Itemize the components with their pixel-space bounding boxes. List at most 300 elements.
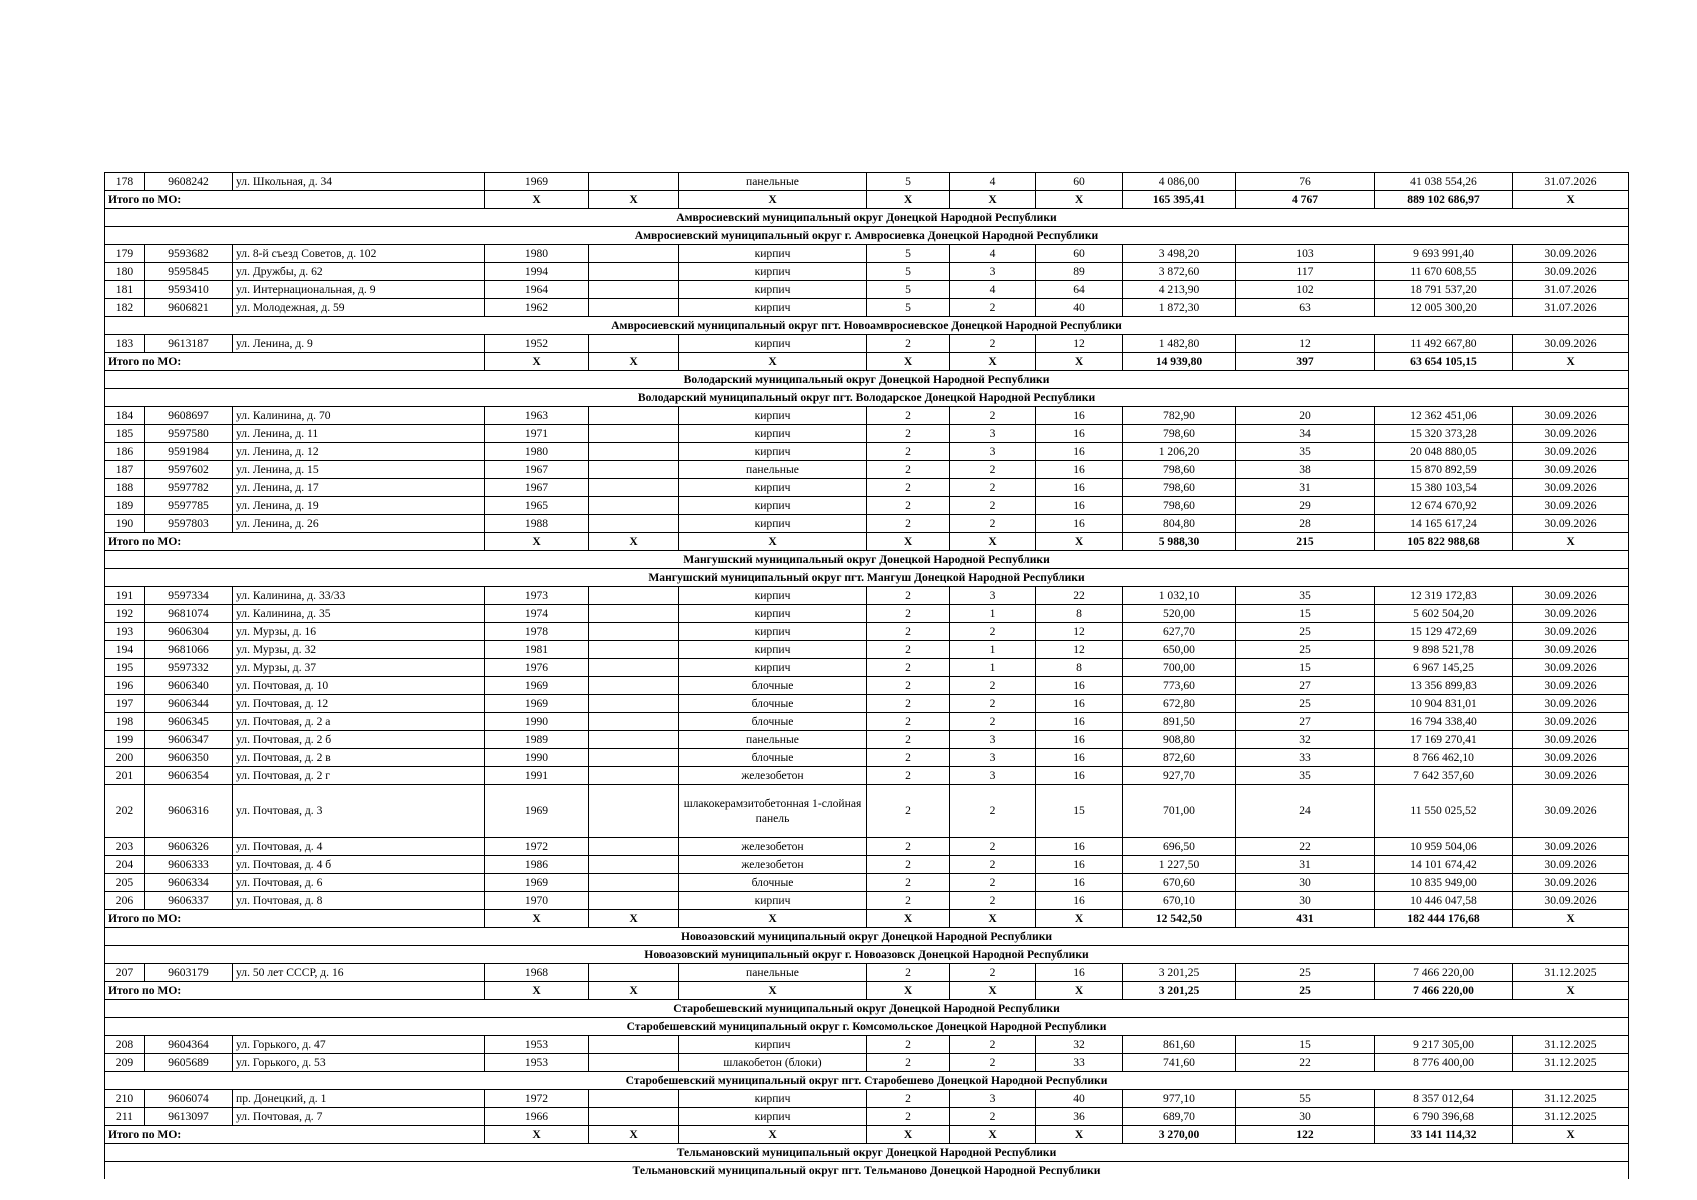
residents-cell: 25 bbox=[1236, 964, 1375, 982]
year-built-cell: 1963 bbox=[485, 407, 589, 425]
address-cell: ул. Горького, д. 47 bbox=[233, 1036, 485, 1054]
year-built-cell: 1970 bbox=[485, 892, 589, 910]
area-cell: 670,10 bbox=[1123, 892, 1236, 910]
building-id-cell: 9597602 bbox=[145, 461, 233, 479]
section-header-row bbox=[105, 569, 1629, 587]
floors-cell: 2 bbox=[867, 479, 950, 497]
deadline-cell: 30.09.2026 bbox=[1513, 479, 1629, 497]
row-number-cell: 189 bbox=[105, 497, 145, 515]
entrances-cell: 2 bbox=[950, 1054, 1036, 1072]
blank-cell bbox=[589, 1108, 679, 1126]
deadline-cell: 30.09.2026 bbox=[1513, 587, 1629, 605]
address-cell: ул. Ленина, д. 26 bbox=[233, 515, 485, 533]
section-header-row bbox=[105, 227, 1629, 245]
floors-cell: 2 bbox=[867, 443, 950, 461]
row-number-cell: 181 bbox=[105, 281, 145, 299]
wall-material-cell: блочные bbox=[679, 749, 867, 767]
cost-total-cell: 7 466 220,00 bbox=[1375, 982, 1513, 1000]
section-header: Старобешевский муниципальный округ Донецкой Народной Республики bbox=[105, 1000, 1629, 1018]
year-built-cell: 1980 bbox=[485, 443, 589, 461]
address-cell: ул. Почтовая, д. 8 bbox=[233, 892, 485, 910]
year-built-cell: 1988 bbox=[485, 515, 589, 533]
residents-cell: 30 bbox=[1236, 874, 1375, 892]
table-row bbox=[105, 659, 1629, 677]
area-cell: 798,60 bbox=[1123, 461, 1236, 479]
year-built-cell: 1969 bbox=[485, 677, 589, 695]
residents-cell: 28 bbox=[1236, 515, 1375, 533]
table-row bbox=[105, 731, 1629, 749]
apartments-cell: 16 bbox=[1036, 964, 1123, 982]
floors-cell: 2 bbox=[867, 605, 950, 623]
wall-material-cell: кирпич bbox=[679, 515, 867, 533]
building-id-cell: 9597332 bbox=[145, 659, 233, 677]
wall-material-cell: кирпич bbox=[679, 443, 867, 461]
deadline-cell: X bbox=[1513, 910, 1629, 928]
address-cell: ул. Молодежная, д. 59 bbox=[233, 299, 485, 317]
entrances-cell: 2 bbox=[950, 461, 1036, 479]
blank-cell bbox=[589, 749, 679, 767]
row-number-cell: 186 bbox=[105, 443, 145, 461]
table-row bbox=[105, 964, 1629, 982]
section-header: Тельмановский муниципальный округ Донецкой Народной Республики bbox=[105, 1144, 1629, 1162]
residents-total-cell: 25 bbox=[1236, 982, 1375, 1000]
year-built-cell: 1990 bbox=[485, 713, 589, 731]
total-label: Итого по МО: bbox=[105, 533, 485, 551]
floors-cell: 2 bbox=[867, 461, 950, 479]
floors-cell: 2 bbox=[867, 767, 950, 785]
floors-cell: 2 bbox=[867, 1036, 950, 1054]
wall-material-cell: панельные bbox=[679, 964, 867, 982]
residents-total-cell: 397 bbox=[1236, 353, 1375, 371]
floors-cell: X bbox=[867, 910, 950, 928]
blank-cell bbox=[589, 713, 679, 731]
residents-cell: 27 bbox=[1236, 713, 1375, 731]
building-id-cell: 9606340 bbox=[145, 677, 233, 695]
year-built-cell: 1994 bbox=[485, 263, 589, 281]
year-built-cell: X bbox=[485, 191, 589, 209]
blank-cell: X bbox=[589, 910, 679, 928]
deadline-cell: 30.09.2026 bbox=[1513, 407, 1629, 425]
row-number-cell: 205 bbox=[105, 874, 145, 892]
area-cell: 773,60 bbox=[1123, 677, 1236, 695]
residents-cell: 30 bbox=[1236, 892, 1375, 910]
year-built-cell: 1965 bbox=[485, 497, 589, 515]
entrances-cell: 3 bbox=[950, 749, 1036, 767]
wall-material-cell: X bbox=[679, 533, 867, 551]
area-cell: 861,60 bbox=[1123, 1036, 1236, 1054]
wall-material-cell: кирпич bbox=[679, 407, 867, 425]
area-cell: 3 201,25 bbox=[1123, 964, 1236, 982]
section-header: Старобешевский муниципальный округ г. Комсомольское Донецкой Народной Республики bbox=[105, 1018, 1629, 1036]
floors-cell: 2 bbox=[867, 964, 950, 982]
residents-cell: 25 bbox=[1236, 695, 1375, 713]
cost-cell: 12 362 451,06 bbox=[1375, 407, 1513, 425]
cost-total-cell: 63 654 105,15 bbox=[1375, 353, 1513, 371]
area-cell: 627,70 bbox=[1123, 623, 1236, 641]
cost-cell: 12 674 670,92 bbox=[1375, 497, 1513, 515]
area-total-cell: 5 988,30 bbox=[1123, 533, 1236, 551]
year-built-cell: 1981 bbox=[485, 641, 589, 659]
cost-cell: 12 319 172,83 bbox=[1375, 587, 1513, 605]
entrances-cell: X bbox=[950, 191, 1036, 209]
address-cell: ул. Почтовая, д. 10 bbox=[233, 677, 485, 695]
floors-cell: 2 bbox=[867, 731, 950, 749]
building-id-cell: 9597785 bbox=[145, 497, 233, 515]
blank-cell bbox=[589, 299, 679, 317]
entrances-cell: X bbox=[950, 353, 1036, 371]
row-number-cell: 209 bbox=[105, 1054, 145, 1072]
total-row bbox=[105, 353, 1629, 371]
table-row bbox=[105, 461, 1629, 479]
cost-cell: 15 320 373,28 bbox=[1375, 425, 1513, 443]
cost-cell: 8 357 012,64 bbox=[1375, 1090, 1513, 1108]
entrances-cell: X bbox=[950, 533, 1036, 551]
table-row bbox=[105, 335, 1629, 353]
floors-cell: 2 bbox=[867, 659, 950, 677]
area-cell: 1 227,50 bbox=[1123, 856, 1236, 874]
address-cell: ул. Мурзы, д. 37 bbox=[233, 659, 485, 677]
address-cell: ул. Ленина, д. 11 bbox=[233, 425, 485, 443]
table-row bbox=[105, 1054, 1629, 1072]
residents-cell: 35 bbox=[1236, 587, 1375, 605]
year-built-cell: 1953 bbox=[485, 1054, 589, 1072]
table-row bbox=[105, 263, 1629, 281]
year-built-cell: 1991 bbox=[485, 767, 589, 785]
blank-cell bbox=[589, 443, 679, 461]
apartments-cell: X bbox=[1036, 1126, 1123, 1144]
apartments-cell: 16 bbox=[1036, 479, 1123, 497]
year-built-cell: 1976 bbox=[485, 659, 589, 677]
area-cell: 804,80 bbox=[1123, 515, 1236, 533]
entrances-cell: 3 bbox=[950, 587, 1036, 605]
section-header-row bbox=[105, 551, 1629, 569]
cost-cell: 8 766 462,10 bbox=[1375, 749, 1513, 767]
deadline-cell: 30.09.2026 bbox=[1513, 695, 1629, 713]
year-built-cell: 1966 bbox=[485, 1108, 589, 1126]
floors-cell: 5 bbox=[867, 173, 950, 191]
floors-cell: 5 bbox=[867, 245, 950, 263]
blank-cell bbox=[589, 335, 679, 353]
residents-cell: 15 bbox=[1236, 1036, 1375, 1054]
address-cell: ул. Ленина, д. 15 bbox=[233, 461, 485, 479]
residents-cell: 27 bbox=[1236, 677, 1375, 695]
wall-material-cell: панельные bbox=[679, 731, 867, 749]
area-total-cell: 3 201,25 bbox=[1123, 982, 1236, 1000]
section-header-row bbox=[105, 371, 1629, 389]
deadline-cell: 30.09.2026 bbox=[1513, 677, 1629, 695]
table-row bbox=[105, 299, 1629, 317]
cost-total-cell: 33 141 114,32 bbox=[1375, 1126, 1513, 1144]
blank-cell bbox=[589, 1054, 679, 1072]
area-cell: 1 872,30 bbox=[1123, 299, 1236, 317]
floors-cell: 2 bbox=[867, 785, 950, 838]
cost-cell: 11 670 608,55 bbox=[1375, 263, 1513, 281]
floors-cell: 2 bbox=[867, 1090, 950, 1108]
section-header: Володарский муниципальный округ Донецкой Народной Республики bbox=[105, 371, 1629, 389]
floors-cell: 2 bbox=[867, 838, 950, 856]
wall-material-cell: кирпич bbox=[679, 623, 867, 641]
blank-cell bbox=[589, 856, 679, 874]
year-built-cell: X bbox=[485, 1126, 589, 1144]
area-cell: 670,60 bbox=[1123, 874, 1236, 892]
wall-material-cell: панельные bbox=[679, 173, 867, 191]
deadline-cell: 30.09.2026 bbox=[1513, 605, 1629, 623]
area-cell: 4 086,00 bbox=[1123, 173, 1236, 191]
area-total-cell: 12 542,50 bbox=[1123, 910, 1236, 928]
row-number-cell: 199 bbox=[105, 731, 145, 749]
deadline-cell: X bbox=[1513, 353, 1629, 371]
total-row bbox=[105, 910, 1629, 928]
deadline-cell: 30.09.2026 bbox=[1513, 838, 1629, 856]
area-cell: 927,70 bbox=[1123, 767, 1236, 785]
building-id-cell: 9608697 bbox=[145, 407, 233, 425]
residents-total-cell: 215 bbox=[1236, 533, 1375, 551]
section-header: Амвросиевский муниципальный округ Донецкой Народной Республики bbox=[105, 209, 1629, 227]
entrances-cell: 3 bbox=[950, 443, 1036, 461]
year-built-cell: 1989 bbox=[485, 731, 589, 749]
wall-material-cell: X bbox=[679, 982, 867, 1000]
total-label: Итого по МО: bbox=[105, 1126, 485, 1144]
floors-cell: 2 bbox=[867, 713, 950, 731]
area-cell: 689,70 bbox=[1123, 1108, 1236, 1126]
address-cell: ул. 50 лет СССР, д. 16 bbox=[233, 964, 485, 982]
row-number-cell: 193 bbox=[105, 623, 145, 641]
table-row bbox=[105, 1036, 1629, 1054]
wall-material-cell: кирпич bbox=[679, 335, 867, 353]
wall-material-cell: кирпич bbox=[679, 587, 867, 605]
wall-material-cell: железобетон bbox=[679, 856, 867, 874]
area-cell: 1 032,10 bbox=[1123, 587, 1236, 605]
entrances-cell: 2 bbox=[950, 479, 1036, 497]
cost-cell: 12 005 300,20 bbox=[1375, 299, 1513, 317]
year-built-cell: X bbox=[485, 910, 589, 928]
cost-cell: 10 959 504,06 bbox=[1375, 838, 1513, 856]
entrances-cell: 1 bbox=[950, 641, 1036, 659]
year-built-cell: 1968 bbox=[485, 964, 589, 982]
residents-total-cell: 431 bbox=[1236, 910, 1375, 928]
residents-cell: 31 bbox=[1236, 856, 1375, 874]
row-number-cell: 179 bbox=[105, 245, 145, 263]
blank-cell bbox=[589, 838, 679, 856]
apartments-cell: X bbox=[1036, 910, 1123, 928]
row-number-cell: 208 bbox=[105, 1036, 145, 1054]
blank-cell: X bbox=[589, 353, 679, 371]
building-id-cell: 9606074 bbox=[145, 1090, 233, 1108]
address-cell: пр. Донецкий, д. 1 bbox=[233, 1090, 485, 1108]
row-number-cell: 206 bbox=[105, 892, 145, 910]
residents-cell: 25 bbox=[1236, 623, 1375, 641]
wall-material-cell: блочные bbox=[679, 695, 867, 713]
building-id-cell: 9681066 bbox=[145, 641, 233, 659]
table-row bbox=[105, 245, 1629, 263]
table-row bbox=[105, 587, 1629, 605]
wall-material-cell: кирпич bbox=[679, 605, 867, 623]
section-header: Володарский муниципальный округ пгт. Володарское Донецкой Народной Республики bbox=[105, 389, 1629, 407]
deadline-cell: 30.09.2026 bbox=[1513, 713, 1629, 731]
deadline-cell: 30.09.2026 bbox=[1513, 497, 1629, 515]
year-built-cell: 1964 bbox=[485, 281, 589, 299]
entrances-cell: 1 bbox=[950, 659, 1036, 677]
apartments-cell: 8 bbox=[1036, 605, 1123, 623]
cost-cell: 9 217 305,00 bbox=[1375, 1036, 1513, 1054]
row-number-cell: 197 bbox=[105, 695, 145, 713]
cost-cell: 9 898 521,78 bbox=[1375, 641, 1513, 659]
entrances-cell: 2 bbox=[950, 892, 1036, 910]
wall-material-cell: железобетон bbox=[679, 838, 867, 856]
floors-cell: 2 bbox=[867, 497, 950, 515]
residents-cell: 38 bbox=[1236, 461, 1375, 479]
building-id-cell: 9603179 bbox=[145, 964, 233, 982]
apartments-cell: 16 bbox=[1036, 695, 1123, 713]
table-row bbox=[105, 641, 1629, 659]
section-header-row bbox=[105, 1144, 1629, 1162]
section-header: Старобешевский муниципальный округ пгт. Старобешево Донецкой Народной Республики bbox=[105, 1072, 1629, 1090]
table-row bbox=[105, 515, 1629, 533]
year-built-cell: X bbox=[485, 533, 589, 551]
section-header-row bbox=[105, 928, 1629, 946]
floors-cell: 2 bbox=[867, 1054, 950, 1072]
deadline-cell: 31.07.2026 bbox=[1513, 173, 1629, 191]
apartments-cell: X bbox=[1036, 982, 1123, 1000]
address-cell: ул. Почтовая, д. 2 г bbox=[233, 767, 485, 785]
floors-cell: 2 bbox=[867, 425, 950, 443]
table-row bbox=[105, 497, 1629, 515]
floors-cell: 2 bbox=[867, 677, 950, 695]
floors-cell: 5 bbox=[867, 299, 950, 317]
building-id-cell: 9606345 bbox=[145, 713, 233, 731]
year-built-cell: 1967 bbox=[485, 461, 589, 479]
section-header-row bbox=[105, 389, 1629, 407]
area-cell: 701,00 bbox=[1123, 785, 1236, 838]
row-number-cell: 192 bbox=[105, 605, 145, 623]
register-sheet bbox=[104, 172, 1599, 1179]
address-cell: ул. Почтовая, д. 3 bbox=[233, 785, 485, 838]
building-id-cell: 9593410 bbox=[145, 281, 233, 299]
blank-cell bbox=[589, 173, 679, 191]
row-number-cell: 180 bbox=[105, 263, 145, 281]
entrances-cell: 2 bbox=[950, 335, 1036, 353]
residents-cell: 35 bbox=[1236, 443, 1375, 461]
building-id-cell: 9604364 bbox=[145, 1036, 233, 1054]
table-row bbox=[105, 838, 1629, 856]
wall-material-cell: панельные bbox=[679, 461, 867, 479]
deadline-cell: 31.12.2025 bbox=[1513, 964, 1629, 982]
building-id-cell: 9613097 bbox=[145, 1108, 233, 1126]
blank-cell bbox=[589, 659, 679, 677]
cost-cell: 7 466 220,00 bbox=[1375, 964, 1513, 982]
wall-material-cell: кирпич bbox=[679, 263, 867, 281]
year-built-cell: 1969 bbox=[485, 173, 589, 191]
deadline-cell: 31.12.2025 bbox=[1513, 1054, 1629, 1072]
wall-material-cell: кирпич bbox=[679, 425, 867, 443]
area-cell: 4 213,90 bbox=[1123, 281, 1236, 299]
table-row bbox=[105, 1090, 1629, 1108]
address-cell: ул. Почтовая, д. 2 б bbox=[233, 731, 485, 749]
entrances-cell: 2 bbox=[950, 874, 1036, 892]
floors-cell: 2 bbox=[867, 515, 950, 533]
cost-cell: 41 038 554,26 bbox=[1375, 173, 1513, 191]
cost-cell: 8 776 400,00 bbox=[1375, 1054, 1513, 1072]
apartments-cell: 8 bbox=[1036, 659, 1123, 677]
apartments-cell: 16 bbox=[1036, 838, 1123, 856]
residents-cell: 35 bbox=[1236, 767, 1375, 785]
row-number-cell: 191 bbox=[105, 587, 145, 605]
cost-total-cell: 105 822 988,68 bbox=[1375, 533, 1513, 551]
row-number-cell: 201 bbox=[105, 767, 145, 785]
deadline-cell: X bbox=[1513, 1126, 1629, 1144]
building-id-cell: 9606821 bbox=[145, 299, 233, 317]
cost-cell: 17 169 270,41 bbox=[1375, 731, 1513, 749]
blank-cell bbox=[589, 407, 679, 425]
year-built-cell: X bbox=[485, 982, 589, 1000]
floors-cell: X bbox=[867, 982, 950, 1000]
building-id-cell: 9608242 bbox=[145, 173, 233, 191]
address-cell: ул. Горького, д. 53 bbox=[233, 1054, 485, 1072]
building-id-cell: 9595845 bbox=[145, 263, 233, 281]
floors-cell: 2 bbox=[867, 641, 950, 659]
building-id-cell: 9605689 bbox=[145, 1054, 233, 1072]
apartments-cell: 60 bbox=[1036, 245, 1123, 263]
area-cell: 650,00 bbox=[1123, 641, 1236, 659]
floors-cell: 2 bbox=[867, 623, 950, 641]
address-cell: ул. Школьная, д. 34 bbox=[233, 173, 485, 191]
section-header-row bbox=[105, 1018, 1629, 1036]
wall-material-cell: шлакокерамзитобетонная 1-слойная панель bbox=[679, 785, 867, 838]
housing-register-table bbox=[104, 172, 1629, 1179]
row-number-cell: 188 bbox=[105, 479, 145, 497]
building-id-cell: 9606347 bbox=[145, 731, 233, 749]
cost-total-cell: 889 102 686,97 bbox=[1375, 191, 1513, 209]
total-row bbox=[105, 1126, 1629, 1144]
residents-cell: 20 bbox=[1236, 407, 1375, 425]
deadline-cell: 30.09.2026 bbox=[1513, 856, 1629, 874]
cost-cell: 18 791 537,20 bbox=[1375, 281, 1513, 299]
residents-cell: 32 bbox=[1236, 731, 1375, 749]
residents-cell: 22 bbox=[1236, 838, 1375, 856]
apartments-cell: 16 bbox=[1036, 767, 1123, 785]
row-number-cell: 203 bbox=[105, 838, 145, 856]
address-cell: ул. Мурзы, д. 16 bbox=[233, 623, 485, 641]
building-id-cell: 9606350 bbox=[145, 749, 233, 767]
address-cell: ул. Почтовая, д. 4 bbox=[233, 838, 485, 856]
table-row bbox=[105, 892, 1629, 910]
wall-material-cell: кирпич bbox=[679, 641, 867, 659]
blank-cell bbox=[589, 479, 679, 497]
table-row bbox=[105, 767, 1629, 785]
building-id-cell: 9606316 bbox=[145, 785, 233, 838]
cost-cell: 11 492 667,80 bbox=[1375, 335, 1513, 353]
apartments-cell: 12 bbox=[1036, 623, 1123, 641]
floors-cell: X bbox=[867, 533, 950, 551]
blank-cell bbox=[589, 605, 679, 623]
residents-cell: 102 bbox=[1236, 281, 1375, 299]
entrances-cell: 3 bbox=[950, 767, 1036, 785]
cost-cell: 15 129 472,69 bbox=[1375, 623, 1513, 641]
table-row bbox=[105, 677, 1629, 695]
apartments-cell: 36 bbox=[1036, 1108, 1123, 1126]
address-cell: ул. Почтовая, д. 6 bbox=[233, 874, 485, 892]
entrances-cell: 2 bbox=[950, 515, 1036, 533]
section-header-row bbox=[105, 946, 1629, 964]
floors-cell: 2 bbox=[867, 587, 950, 605]
deadline-cell: 30.09.2026 bbox=[1513, 659, 1629, 677]
year-built-cell: 1986 bbox=[485, 856, 589, 874]
deadline-cell: 30.09.2026 bbox=[1513, 425, 1629, 443]
apartments-cell: 64 bbox=[1036, 281, 1123, 299]
residents-cell: 15 bbox=[1236, 605, 1375, 623]
address-cell: ул. Калинина, д. 33/33 bbox=[233, 587, 485, 605]
apartments-cell: 16 bbox=[1036, 731, 1123, 749]
